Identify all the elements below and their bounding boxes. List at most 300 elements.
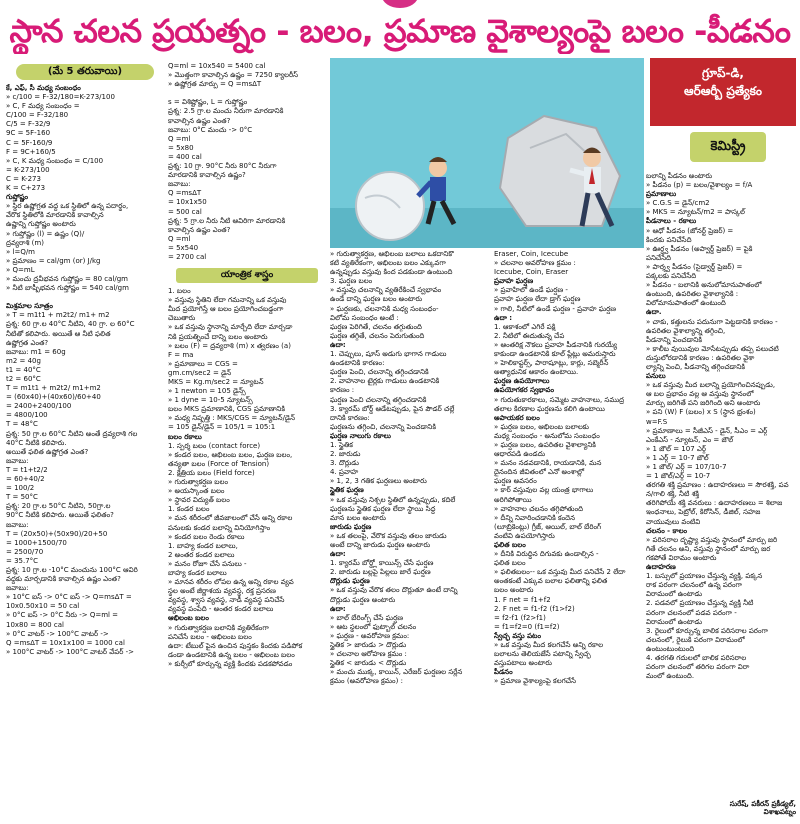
illustration	[330, 58, 644, 248]
text-line: = f2-f1 (f2>f1)	[494, 613, 546, 622]
text-line: స్థైతిక ఘర్షణ	[330, 486, 364, 495]
text-line: » పీడనం - బలానికి అనులోమానుపాతంలో	[646, 281, 762, 290]
text-line: చలనం - కాలం	[646, 526, 688, 535]
text-line: మారడానికి కావాల్సిన ఉష్ణం?	[168, 171, 246, 180]
text-line: జవాబు: m1 = 60g	[6, 347, 66, 356]
text-line: » MKS = న్యూటన్/m2 = పాస్కల్	[646, 208, 746, 217]
text-line: పక్కలకు పనిచేసేది	[646, 272, 697, 281]
text-line: » గాలి, నీటిలో ఉండే ఘర్షణ - ప్రవాహ ఘర్షణ	[494, 304, 617, 313]
text-line: » 1 newton = 105 డైన్స్	[168, 387, 246, 396]
text-line: » కాలీబ వుయివుల మోసేటప్పుడు తప్ప పలుచటి	[646, 344, 779, 353]
text-line: ఉండే దాన్ని ఘర్షణ బలం అంటారు	[330, 295, 423, 304]
text-line: నికి ప్రయత్నించే దాన్ని బలం అంటారు	[168, 332, 268, 341]
text-line: బలాన్ని పీడనం అంటారు	[646, 172, 713, 180]
text-line: ఆ బల ప్రభావం వల్ల ఆ వస్తువు స్థానంలో	[646, 390, 754, 399]
column-2-body	[168, 62, 326, 262]
text-line: » అయస్కాంత బలం	[168, 487, 225, 496]
text-line: » ప్రమాణ వైశాల్యంపై కలగచేసే	[494, 677, 576, 686]
author-place: విశాఖపట్నం	[763, 808, 796, 816]
text-line: F = 9C+160/5	[6, 147, 56, 156]
text-line: ప్రశ్న: 10 గ్రా. 90°C నీరు 80°C నీరుగా	[168, 162, 277, 171]
text-line: » కండర బలం రెండు రకాలు	[168, 532, 245, 541]
text-line: Q =msΔT = 10x1x100 = 1000 cal	[6, 638, 125, 647]
text-line: 1. బలం	[168, 287, 191, 296]
text-line: బలం రకాలు	[168, 432, 202, 441]
text-line: పీడనం	[494, 668, 513, 677]
text-line: = 100/2	[6, 484, 35, 493]
text-line: చెబుతారు	[168, 314, 196, 323]
text-line: » 0°C వాటర్ -> 100°C వాటర్ ->	[6, 629, 109, 638]
column-2-body-b	[168, 287, 326, 669]
text-line: » ఘర్షణ బలం, ఉపరితల వైశాల్యానికి	[494, 440, 596, 449]
text-line: ఉష్ణోగ్రత ఎంత?	[6, 338, 49, 347]
text-line: » దీన్ని నివారించడానికి కందెన	[494, 513, 576, 522]
text-line: » స్థిర ఉష్ణోగ్రత వద్ద ఒక స్థితిలో ఉన్న పదార్థం,	[6, 202, 129, 211]
text-line: ఘర్షణ ఉపయోగాలు	[494, 377, 550, 386]
page-title: స్థాన చలన ప్రయత్నం - బలం, ప్రమాణ వైశాల్యంపై బలం -పీడనం	[9, 12, 791, 50]
text-line: గకపోతే విరామం అంటారు	[646, 553, 717, 562]
text-line: T = (20x50)+(50x90)/20+50	[6, 529, 108, 538]
text-line: తరిగిపోయే శక్తి వనరులు : ఉదాహరణలు = శిలాజ	[646, 499, 783, 508]
text-line: రాక పరంగా చలనంలో ఉన్న పరంగా	[646, 581, 742, 590]
text-line: Q =ml	[168, 234, 191, 243]
text-line: కావాల్సిన ఉష్ణం ఎంత?	[168, 116, 231, 125]
text-line: 10x0.50x10 = 50 cal	[6, 602, 80, 611]
text-line: ఉదా.	[646, 308, 662, 317]
text-line: = K-273/100	[6, 165, 50, 174]
text-line: » ప్రమాణం = cal/gm (or) J/kg	[6, 256, 101, 265]
text-line: 10x80 = 800 cal	[6, 620, 64, 629]
text-line: » ఒక వస్తువు మీద బలాన్ని ప్రయోగించినప్పుడు,	[646, 381, 776, 390]
text-line: » మంచు ద్రవీభవన గుప్తోష్ణం = 80 cal/gm	[6, 274, 128, 283]
text-line: MKS = Kg.m/sec2 = న్యూటన్	[168, 378, 264, 386]
text-line: » C.G.S = డైన్/cm2	[646, 199, 710, 208]
text-line: C = K-273	[6, 174, 41, 183]
text-line: ఘర్షణ పెంచి చలనాన్ని తగ్గించడానికి	[330, 395, 427, 404]
text-line: బలాలను తెలియజేసే పటాన్ని స్వేచ్ఛ	[494, 650, 591, 659]
text-line: వాయువులు వంటివి	[646, 517, 701, 526]
text-line: » మానవ శరీరం లోపల ఉన్న అన్ని రకాల వ్యవ	[168, 578, 294, 587]
text-line: T = 50°C	[6, 493, 38, 502]
text-line: 2. F net = f1-f2 (f1>f2)	[494, 604, 575, 613]
text-line: ఉంటుంది, ఉపరితల వైశాల్యానికి :	[646, 290, 739, 299]
column-5	[646, 172, 798, 822]
text-line: gm.cm/sec2 = డైన్	[168, 368, 232, 377]
text-line: t1 = 40°C	[6, 365, 41, 374]
text-line: వ్యవస్థ పంపేది - అంతర కండర బలాలు	[168, 605, 274, 614]
text-line: మార్పు జరిగితే పని జరిగింది అని అంటారు	[646, 399, 761, 408]
text-line: T = m1t1 + m2t2/ m1+m2	[6, 384, 101, 393]
text-line: మధ్య సంబంధం - అనులోమ సంబంధం	[494, 431, 600, 440]
text-line: » కార్ వస్తువుల వల్ల యంత్ర భాగాలు	[494, 486, 594, 495]
text-line: s = విశిష్టోష్ణం, L = గుప్తోష్ణం	[168, 98, 248, 107]
text-line: మంలో ఉంటుంది.	[646, 672, 695, 681]
text-line: » ఒక వస్తువు స్థానాన్ని మార్చేది లేదా మార్చడా	[168, 323, 293, 332]
text-line: ఎంకేఎస్ - న్యూటన్, ఎం = జౌల్	[646, 435, 734, 444]
text-line: జవాబు: 0°C మంచు -> 0°C	[168, 125, 253, 134]
mechanics-heading: యాంత్రిక శాస్త్రం	[176, 268, 318, 283]
text-line: ప్రమాణాలు	[646, 190, 677, 199]
column-1	[6, 62, 164, 822]
text-line: 1. స్థైతిక	[330, 440, 353, 449]
text-line: విలోమ సంబంధం అంటే :	[330, 313, 399, 322]
text-line: 1. స్పర్శ బలం (contact force)	[168, 441, 261, 450]
header-decoration	[382, 0, 418, 8]
text-line: స్థైతిక < జారుడు < దొర్లుడు	[330, 659, 407, 668]
text-line: » ఘర్షణ - అవరోహణ క్రమం:	[330, 631, 410, 640]
text-line	[6, 293, 164, 302]
text-line: T = 48°C	[6, 420, 38, 429]
text-line: 2. వాహనాల టైర్లకు గాడులు ఉండటానికి	[330, 377, 440, 386]
text-line: 3. రైలులో కూర్చున్న బాలిక పరిసరాల పరంగా	[646, 626, 768, 635]
text-line: పనులకు కండర బలాన్ని వినియోగిస్తాం	[168, 523, 271, 532]
text-line: 2. పడవలో ప్రయాణం చేస్తున్న వ్యక్తి నీటి	[646, 599, 754, 608]
text-line: జారుడు ఘర్షణ	[330, 522, 372, 531]
text-line: వద్దకు మార్చడానికి కావాల్సిన ఉష్ణం ఎంత?	[6, 575, 121, 584]
text-line: » కుర్చీలో కూర్చున్న వ్యక్తి కిందకు పడకపోవడం	[168, 659, 293, 668]
text-line: » ఒక వస్తువు వేరొక తలం దొర్లుతూ ఉంటే దాన్ని	[330, 586, 458, 595]
text-line: ప్రశ్న: 2.5 గ్రా.ల మంచు నీరుగా మారడానికి	[168, 107, 284, 116]
chemistry-badge: కెమిస్ట్రీ	[690, 132, 766, 162]
text-line: Q =msΔT	[168, 189, 202, 198]
text-line: 1. బాహ్య కండర బలాలు,	[168, 541, 238, 550]
text-line: » ఆధో పీడనం (జోనర్ట్ ప్రెజర్) =	[646, 226, 734, 235]
text-line: గుప్తోష్ణం	[6, 193, 29, 202]
text-line: ప్రశ్న: 20 గ్రా.ల 50°C నీటిని, 50గ్రా.ల	[6, 502, 111, 511]
text-line: » 0°C ఐస్ -> 0°C నీరు -> Q=ml =	[6, 611, 119, 620]
text-line: గితే చలనం అని, వస్తువు స్థానంలో మార్పు జర	[646, 544, 771, 553]
text-line: ఘర్షణను తగ్గించి, చలనాన్ని పెంచడానికి	[330, 422, 436, 431]
text-line: కారణం :	[330, 386, 355, 395]
text-line: » l=Q/m	[6, 247, 36, 256]
text-line: ఘర్షణ నాలుగు రకాలు	[330, 431, 391, 440]
text-line: ఘర్షణ తగ్గితే, చలనం పెరుగుతుంది	[330, 331, 425, 340]
text-line: బాహ్య కండర బలాలు	[168, 568, 227, 577]
text-line: = 500 cal	[168, 207, 202, 216]
text-line: 1. బస్సులో ప్రయాణం చేస్తున్న వ్యక్తి, పక్కన	[646, 572, 763, 581]
text-line: దుస్తులోరడానికి కారణం : ఉపరితల వైశా	[646, 353, 755, 362]
text-line: » 1 dyne = 10-5 న్యూటన్స్	[168, 396, 253, 405]
text-line: తన్యతా బలం (Force of Tension)	[168, 459, 270, 468]
text-line: Eraser, Coin, Icecube	[494, 250, 569, 258]
text-line: దొర్లుడు ఘర్షణ అంటారు	[330, 595, 396, 604]
text-line: ఉదాహరణ	[646, 563, 676, 572]
text-line: » వస్తువు స్థితిని లేదా గమనాన్ని ఒక వస్తువు	[168, 296, 287, 305]
text-line: Icecube, Coin, Eraser	[494, 268, 569, 277]
text-line: ఉదా:	[330, 340, 346, 349]
author-credit	[700, 800, 796, 816]
text-line: ఇంధనాలు, పెట్రోల్, కిరోసిన్, డీజిల్, సహజ	[646, 508, 761, 517]
text-line: ఉండటానికి కారణం:	[330, 359, 385, 368]
text-line: » దీనికి విరుద్ధిన దిగువకు ఉండాల్సిన -	[494, 550, 599, 559]
text-line: = 10x1x50	[168, 198, 207, 207]
text-line: 2. జారుడు బల్లపై పిల్లలు జారే ఘర్షణ	[330, 568, 431, 577]
text-line: జవాబు:	[6, 520, 29, 529]
text-line: ల్యాన్ని పెంచి, పీడనాన్ని తగ్గించడానికి	[646, 362, 746, 371]
text-line: ప్రశ్న: 10 గ్రా.ల -10°C మంచును 100°C ఆవిరి	[6, 565, 138, 574]
text-line: F = ma	[168, 350, 194, 359]
text-line: ఆధారపడి ఉండదు	[494, 450, 546, 459]
text-line: నీటితో కలిపారు. అయితే ఆ నీటి ఫలిత	[6, 329, 111, 338]
column-4	[494, 250, 642, 822]
text-line: 4. ప్రవాహ	[330, 468, 359, 477]
text-line: చలనంలో, రైలుకి పరంగా విరామంలో	[646, 635, 745, 644]
text-line: » వాహనాల చలనం తగ్గిపోతుంది	[494, 504, 584, 513]
text-line: విరామంలో ఉంటాడు	[646, 617, 703, 626]
text-line: అంటే దాన్ని జారుడు ఘర్షణ అంటారు	[330, 541, 431, 549]
text-line: స్థల అంటే జీర్ణాశయ వ్యవస్థ, రక్త ప్రసరణ	[168, 587, 276, 596]
text-line: » బాల్ బేరింగ్స్ చేసే ఘర్షణ	[330, 613, 404, 622]
text-line: విరామంలో ఉంటాడు	[646, 590, 703, 599]
text-line: ఆభిలంబ బలం	[168, 614, 209, 623]
text-line: = 1 జౌల్/ఎర్గ్ = 10-7	[646, 472, 711, 481]
text-line: » ఒక వస్తువు నిశ్చల స్థితిలో ఉన్నప్పుడు, కదిలే	[330, 495, 456, 504]
text-line: వస్తుపటాలు అంటారు	[494, 659, 552, 668]
text-line: అంతకంటే ఎక్కువ బలాల ఫలితాన్ని ఫలిత	[494, 577, 608, 586]
text-line: న/గాలి శక్తి, నీటి శక్తి	[646, 490, 700, 499]
text-line: తలాల కిరణాల ఘర్షణను కలిగి ఉంటాయి	[494, 404, 605, 413]
text-line: » పరిసరాల దృష్ట్యా వస్తువు స్థానంలో మార్పు జరి	[646, 535, 778, 544]
text-line: » గుప్తోష్ణం (l) = ఉష్ణం (Q)/	[6, 229, 85, 238]
text-line: అరిగిపోతాయి	[494, 495, 532, 504]
text-line: » పీడనం (p) = బలం/వైశాల్యం = f/A	[646, 181, 753, 190]
text-line: K = C+273	[6, 184, 46, 193]
text-line: ఘర్షణ అవసరం	[494, 477, 537, 486]
text-line: » 1, 2, 3 గతిక ఘర్షణలు అంటారు	[330, 477, 427, 486]
text-line: ఉదా:	[330, 604, 346, 613]
text-line: కటి వ్యతిరేకంగా, ఆభిలంబ బలం ఎక్కువగా	[330, 259, 446, 268]
text-line: 1. ఆకాశంలో ఎగిరే పక్షి	[494, 322, 556, 331]
text-line: మాన బలం అంటారు	[330, 513, 386, 522]
text-line: దానికి కారణం:	[330, 413, 370, 422]
text-line: ఉంటుంటుంటుంది	[646, 644, 695, 653]
text-line: వంటివి ఉపయోగిస్తారు	[494, 531, 555, 540]
text-line: Q=ml = 10x540 = 5400 cal	[168, 62, 266, 70]
column-3-body	[330, 250, 490, 687]
text-line: » ఘర్షణకు, చలనానికి మధ్య సంబంధం-	[330, 304, 439, 313]
text-line: ప్రశ్న: 50 గ్రా.ల 60°C నీటిని అంతే ద్రవ్యరాశి గల	[6, 429, 138, 438]
text-line: కాకుండా ఉండటానికి కూల్ ప్లేట్లు అమరుస్తారు	[494, 350, 616, 359]
text-line: 1. F net = f1+f2	[494, 595, 551, 604]
text-line: 4. తరగతి గదులలో బాలిక పరిసరాల	[646, 653, 747, 662]
text-line: » c/100 = F-32/180=K-273/100	[6, 93, 115, 102]
text-line: = 60+40/2	[6, 475, 45, 484]
text-line: C = 5F-160/9	[6, 138, 53, 147]
text-line: » 1 జౌల్ = 107 ఎర్గ్	[646, 444, 707, 453]
text-line: ఫలిత బలం	[494, 541, 526, 549]
text-line: = 400 cal	[168, 152, 202, 161]
text-line: » ఊర్ధ్వ పీడనం (అప్వార్డ్ ప్రెజర్) = పైకి	[646, 244, 753, 253]
text-line: వ్యవస్థ, శ్వాస వ్యవస్థ, నాడీ వ్యవస్థ పనిచేసే	[168, 596, 285, 605]
text-line: » ప్రవాహిలో ఉండే ఘర్షణ -	[494, 286, 568, 295]
text-line: » చలనాల ఆరోహణ క్రమం :	[330, 650, 407, 659]
text-line: » మంచు ముక్క, కాయిన్, ఎరేజర్ ఘర్షణల సర్లేన	[330, 668, 463, 677]
text-line: 1. కండర బలం	[168, 505, 210, 514]
text-line: » మధ్య నిష్పత్తి : MKS/CGS = న్యూటన్/డైన్	[168, 414, 296, 423]
column-1-body	[6, 84, 164, 657]
text-line: ప్రశ్న: 5 గ్రా.ల నీరు నీటి ఆవిరిగా మారడానికి	[168, 216, 286, 225]
text-line: = 105 డైన్/డైన్ = 105/1 = 105:1	[168, 423, 276, 432]
text-line: = 2500/70	[6, 547, 44, 556]
column-4-body	[494, 250, 642, 687]
text-line: C/5 = F-32/9	[6, 120, 51, 129]
text-line: అయితే ఫలిత ఉష్ణోగ్రత ఎంత?	[6, 447, 89, 456]
text-line: ప్రవాహ ఘర్షణ లేదా డ్రాగ్ ఘర్షణ	[494, 295, 581, 304]
text-line: » గురుత్వాకర్షణ బలం	[168, 478, 229, 487]
text-line: పరంగా చలనంలో తరిగల పరంగా విరా	[646, 663, 750, 672]
text-line: » ప్రమాణాలు = సీజీఎస్ - డైన్, సీఎం = ఎర్గ్	[646, 426, 768, 435]
text-line: C/100 = F-32/180	[6, 111, 69, 120]
text-line: ఫలిత బలం	[494, 559, 526, 568]
author-name: సురేష్, పకీరన్ ప్రకీడ్యల్,	[729, 800, 796, 808]
text-line: ప్రశ్న: 60 గ్రా.ల 40°C నీటిని, 40 గ్రా. ల 60°C	[6, 320, 135, 329]
text-line: » గురుత్వాకర్షణ బలానికి వ్యతిరేకంగా	[168, 623, 269, 632]
text-line: ఘర్షణను స్థైతిక ఘర్షణ లేదా స్థాయి సిద్ధ	[330, 504, 436, 513]
text-line: = f1=f2=0 (f1=f2)	[494, 622, 560, 631]
text-line: T = t1+t2/2	[6, 465, 48, 474]
text-line: » ఆంతరిక్ష నౌకలు ప్రవాహ పీడనానికి గురయ్యే	[494, 340, 618, 349]
text-line: » చాకు, కత్తులను పదునుగా పెట్టడానికి కారణం -	[646, 317, 778, 326]
text-line: » C, F మధ్య సంబంధం =	[6, 102, 80, 111]
text-line: 1. క్యారమ్ బోర్డ్లో కాయిన్స్ చేసే ఘర్షణ	[330, 559, 434, 568]
text-line: » ప్రమాణాలు = CGS =	[168, 359, 238, 368]
text-line: » మనం నడవడానికి, రాయడానికి, మన	[494, 459, 602, 468]
text-line: » Q=mL	[6, 265, 35, 274]
text-line: 1. చెప్పులు, షూస్ అడుగు భాగాన గాడులు	[330, 350, 447, 359]
text-line: తరగతి శక్తి ప్రమాణం : ఉదాహరణలు = సౌరశక్తి, పవ	[646, 481, 789, 490]
text-line: » కండర బలం, ఆభిలంబ బలం, ఘర్షణ బలం,	[168, 450, 293, 459]
text-line: ఉపయోగకర స్వభావం	[494, 386, 554, 395]
text-line: డండా ఉండటానికి ఉన్న బలం - ఆభిలంబ బలం	[168, 650, 295, 659]
column-3	[330, 250, 490, 822]
text-line: 3. ఘర్షణ బలం	[330, 277, 373, 286]
text-line: » మన శరీరంలో జీవజాలంలో చేసే అన్ని రకాల	[168, 514, 293, 523]
text-line: = 5x540	[168, 243, 199, 252]
text-line: క్రమం (అవరోహణ క్రమం) :	[330, 677, 403, 686]
text-line: » పని (W) F (బలం) x S (స్థాన భ్రంశం)	[646, 408, 756, 417]
text-line: పరంగా చలనంలో పడవ పరంగా -	[646, 608, 737, 617]
pushing-boulders-illustration	[330, 58, 644, 248]
text-line: » ఉష్ణోగ్రత మార్పు = Q =msΔT	[168, 80, 262, 89]
text-line: కిందకు పనిచేసేది	[646, 235, 692, 244]
text-line: 90°C నీటికి కలిపారు. అయితే ఫలితం?	[6, 511, 114, 520]
text-line: 40°C నీటికి కలిపారు.	[6, 438, 67, 447]
text-line: (లూబ్రికెంట్లు) గ్రీజ్, ఆయిల్, బాల్ బేరింగ్	[494, 522, 602, 531]
text-line: = (60x40)+(40x60)/60+40	[6, 393, 101, 402]
text-line: జవాబు:	[6, 456, 29, 465]
text-line: మిశ్రమాల సూత్రం	[6, 302, 53, 311]
text-line: » బలం (F) = ద్రవ్యరాశి (m) x త్వరణం (a)	[168, 341, 291, 350]
text-line: పనిచేసేది	[646, 253, 672, 262]
text-line: » 10°C ఐస్ -> 0°C ఐస్ -> Q=msΔT =	[6, 593, 132, 602]
text-line: = 2400+2400/100	[6, 402, 72, 411]
text-line: స్థైతిక > జారుడు > దొర్లుడు	[330, 641, 407, 650]
text-line: 3. దొర్లుడు	[330, 459, 359, 468]
text-line: ఉదా: టేబుల్ పైన ఉంచిన పుస్తకం కిందకు పడిపోక	[168, 641, 303, 650]
text-line: Q =ml	[168, 134, 191, 143]
text-line: 2 అంతర కండర బలాలు	[168, 550, 235, 559]
text-line: ఉపరితల వైశాల్యాన్ని తగ్గించి,	[646, 326, 726, 335]
text-line: 3. క్యారమ్ బోర్డ్ ఆడేటప్పుడు, పైన పౌడర్ చల్లే	[330, 404, 455, 413]
text-line: » 100°C వాటర్ -> 100°C వాటర్ వేపర్ ->	[6, 647, 135, 656]
text-line: » పార్శ్వ పీడనం (సైడ్వార్డ్ ప్రెజర్) =	[646, 262, 743, 271]
banner-line-1: గ్రూప్-డి,	[702, 66, 744, 80]
text-line: » ఫలితబలం-- ఒక వస్తువు మీద పనిచేసే 2 లేదా	[494, 568, 626, 577]
text-line: అపాయకర బలం	[494, 413, 540, 422]
text-line: = 2700 cal	[168, 252, 207, 261]
text-line: = 35.7°C	[6, 556, 39, 565]
text-line: 2. జారుడు	[330, 450, 361, 459]
text-line: » ఆట స్థలంలో ఫుట్బాల్ చలనం	[330, 622, 417, 631]
text-line: ద్రవ్యరాశి (m)	[6, 238, 44, 247]
text-line: 2. క్షేత్రియ బలం (Field force)	[168, 468, 255, 477]
text-line: » C, K మధ్య సంబంధం = C/100	[6, 156, 104, 165]
text-line: 2. నీటిలో ఈదుతున్న చేప	[494, 331, 565, 340]
text-line: జవాబు:	[168, 180, 191, 189]
text-line: అత్యాధునిక ఆకారం ఉంటాయి.	[494, 368, 579, 377]
banner-line-2: ఆర్ఆర్బీ ప్రత్యేకం	[684, 84, 762, 98]
text-line: పీడనాలు - రకాలు	[646, 217, 697, 226]
column-5-body	[646, 172, 798, 681]
text-line: » వస్తువు చలనాన్ని వ్యతిరేకించే స్వభావం	[330, 286, 442, 295]
text-line: » గురుత్వాకర్షణ, ఆభిలంబ బలాలు ఒకదానికొ	[330, 250, 454, 258]
text-line: t2 = 60°C	[6, 375, 41, 383]
text-line	[168, 89, 326, 98]
railway-special-banner	[650, 58, 796, 126]
text-line: » చలనాల ఆవరోహణ క్రమం :	[494, 259, 576, 268]
text-line: బలం అంటారు	[494, 586, 534, 595]
text-line: = 5x80	[168, 143, 194, 152]
text-line: m2 = 40g	[6, 356, 41, 365]
text-line: » T = m1t1 + m2t2/ m1+ m2	[6, 311, 110, 320]
text-line: జవాబు:	[6, 584, 29, 593]
column-2	[168, 62, 326, 822]
text-line: » ఘర్షణ బలం, ఆభిలంబ బలాలకు	[494, 422, 589, 431]
text-line: పనులు	[646, 372, 666, 381]
text-line: స్వేచ్ఛ వస్తు పటం	[494, 631, 542, 640]
text-line: » ఒక తలంపై, వేరొక వస్తువు తలం జారుడు	[330, 531, 447, 540]
text-line: ఉదా :	[494, 313, 513, 322]
text-line: » 1 ఎర్గ్ = 10-7 జౌల్	[646, 453, 709, 462]
text-line: » ఒక వస్తువు మీద కలగచేసే అన్ని రకాల	[494, 641, 604, 650]
text-line: బలం MKS ప్రమాణానికి, CGS ప్రమాణానికి	[168, 405, 285, 414]
text-line: వేరొక స్థితిలోకి మారడానికి కావాల్సిన	[6, 211, 104, 220]
text-line: ఉష్ణాన్ని గుప్తోష్ణం అంటారు	[6, 220, 76, 229]
text-line: » స్థావర విద్యుత్ బలం	[168, 496, 230, 505]
text-line: పనిచేసే బలం - ఆభిలంబ బలం	[168, 632, 252, 641]
text-line: = 4800/100	[6, 411, 48, 420]
text-line: ప్రవాహ ఘర్షణ	[494, 277, 534, 286]
text-line: w=F.S	[646, 417, 668, 426]
continued-badge: (మే 5 తరువాయి)	[16, 64, 154, 80]
text-line: దైనందిన జీవితంలో ఎనో అంశాల్లో	[494, 468, 585, 477]
text-line: దొర్లుడు ఘర్షణ	[330, 577, 370, 586]
text-line: ఉదా:	[330, 550, 346, 559]
text-line: మీద ప్రయోగిస్తే ఆ బలం ప్రయోగించబడ్డంగా	[168, 305, 284, 314]
text-line: » గురుతుకారకాలు, సమ్మెట వాహనాలు, సముద్ర	[494, 395, 625, 404]
text-line: కే, ఎఫ్, సీ మధ్య సంబంధం	[6, 84, 81, 92]
text-line: ఘర్షణ పెరిగితే, చలనం తగ్గుతుంది	[330, 322, 422, 331]
text-line: ఘర్షణ పెంచి, చలనాన్ని తగ్గించడానికి	[330, 368, 429, 377]
text-line: = 1000+1500/70	[6, 538, 67, 547]
text-line: » హెలికాప్టర్స్, పారాషూట్లు, కార్లు, సబ్మెరీన్	[494, 359, 609, 368]
text-line: » 1 జౌల్/ ఎర్గ్ = 107/10-7	[646, 463, 727, 471]
text-line: పీడనాన్ని పెంచడానికి	[646, 335, 703, 344]
text-line: » నీటి బాష్పీభవన గుప్తోష్ణం = 540 cal/gm	[6, 284, 129, 293]
text-line: ఉన్నప్పుడు వస్తువు కింద పడకుండా ఉంటుంది	[330, 268, 453, 277]
text-line: విలోమానుపాతంలో ఉంటుంది	[646, 299, 726, 308]
text-line: 9C = 5F-160	[6, 129, 51, 138]
